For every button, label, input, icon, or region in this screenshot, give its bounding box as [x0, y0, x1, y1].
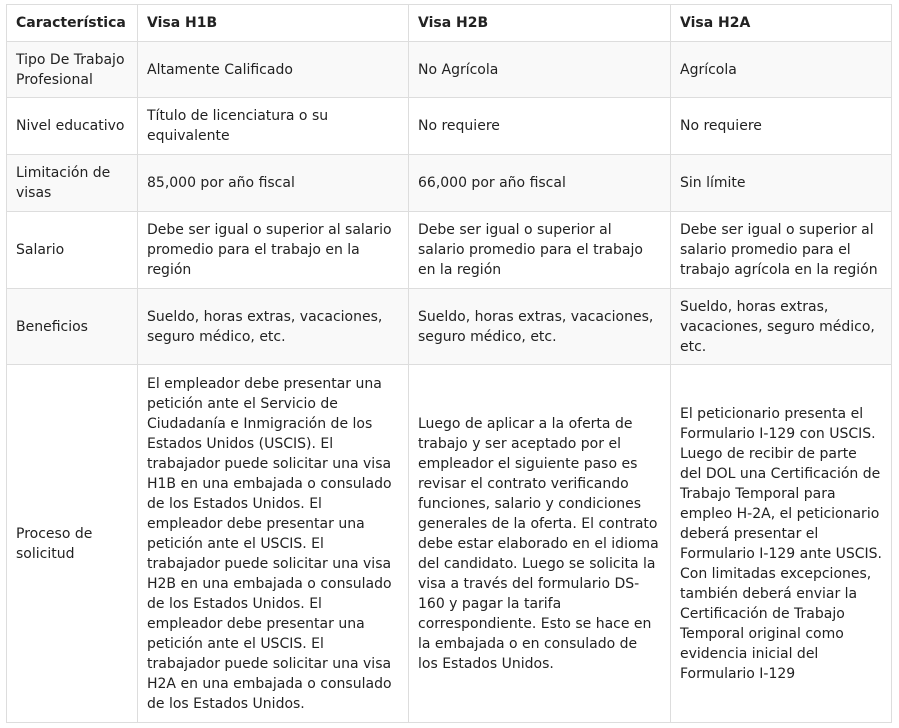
table-row [7, 42, 892, 98]
row-label: Beneficios [7, 289, 138, 365]
cell-h2a: El peticionario presenta el Formulario I-129 con USCIS. Luego de recibir de parte del DOL una Certificación de Trabajo Temporal para empleo H-2A, el peticionario deberá presentar el Formulario I-129 ante USCIS. Con limitadas excepciones, también deberá enviar la Certificación de Trabajo Temporal original como evidencia inicial del Formulario I-129 [671, 365, 892, 723]
table-row [7, 98, 892, 155]
cell-h1b: El empleador debe presentar una petición ante el Servicio de Ciudadanía e Inmigración de los Estados Unidos (USCIS). El trabajador puede solicitar una visa H1B en una embajada o consulado de los Estados Unidos. El empleador debe presentar una petición ante el USCIS. El trabajador puede solicitar una visa H2B en una embajada o consulado de los Estados Unidos. El empleador debe presentar una petición ante el USCIS. El trabajador puede solicitar una visa H2A en una embajada o consulado de los Estados Unidos. [138, 365, 409, 723]
cell-h2b: 66,000 por año fiscal [409, 155, 671, 212]
cell-h2b: No Agrícola [409, 42, 671, 98]
cell-h2a: No requiere [671, 98, 892, 155]
header-feature: Característica [7, 5, 138, 42]
row-label: Nivel educativo [7, 98, 138, 155]
header-row [7, 5, 892, 42]
cell-h1b: Sueldo, horas extras, vacaciones, seguro médico, etc. [138, 289, 409, 365]
cell-h2b: Debe ser igual o superior al salario promedio para el trabajo en la región [409, 212, 671, 289]
cell-h1b: Altamente Calificado [138, 42, 409, 98]
row-label: Limitación de visas [7, 155, 138, 212]
cell-h1b: Título de licenciatura o su equivalente [138, 98, 409, 155]
table-row [7, 212, 892, 289]
cell-h1b: 85,000 por año fiscal [138, 155, 409, 212]
cell-h2a: Sin límite [671, 155, 892, 212]
cell-h2a: Sueldo, horas extras, vacaciones, seguro médico, etc. [671, 289, 892, 365]
cell-h2b: Sueldo, horas extras, vacaciones, seguro médico, etc. [409, 289, 671, 365]
row-label: Salario [7, 212, 138, 289]
cell-h2b: No requiere [409, 98, 671, 155]
cell-h1b: Debe ser igual o superior al salario promedio para el trabajo en la región [138, 212, 409, 289]
cell-h2b: Luego de aplicar a la oferta de trabajo y ser aceptado por el empleador el siguiente paso es revisar el contrato verificando funciones, salario y condiciones generales de la oferta. El contrato debe estar elaborado en el idioma del candidato. Luego se solicita la visa a través del formulario DS-160 y pagar la tarifa correspondiente. Esto se hace en la embajada o en consulado de los Estados Unidos. [409, 365, 671, 723]
table-row [7, 155, 892, 212]
row-label: Tipo De Trabajo Profesional [7, 42, 138, 98]
header-visa-h1b: Visa H1B [138, 5, 409, 42]
row-label: Proceso de solicitud [7, 365, 138, 723]
table-row [7, 289, 892, 365]
header-visa-h2b: Visa H2B [409, 5, 671, 42]
cell-h2a: Agrícola [671, 42, 892, 98]
cell-h2a: Debe ser igual o superior al salario promedio para el trabajo agrícola en la región [671, 212, 892, 289]
visa-comparison-table [6, 4, 892, 723]
table-row [7, 365, 892, 723]
header-visa-h2a: Visa H2A [671, 5, 892, 42]
